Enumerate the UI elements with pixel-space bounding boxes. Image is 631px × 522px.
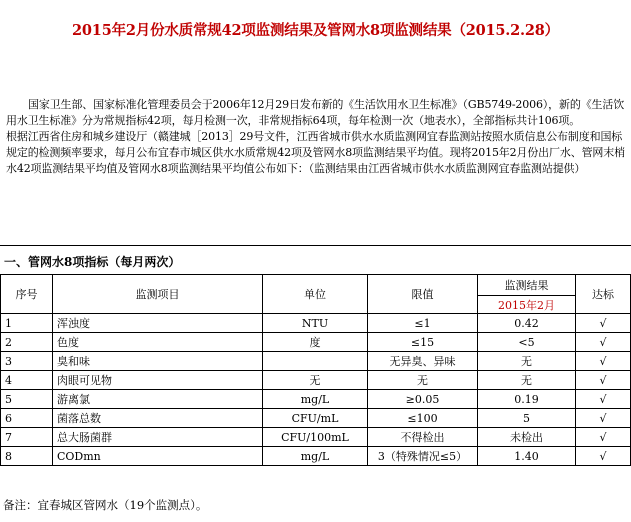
cell-unit: 无 [263,371,368,390]
cell-no: 4 [1,371,53,390]
cell-no: 7 [1,428,53,447]
cell-unit: CFU/mL [263,409,368,428]
cell-unit: NTU [263,314,368,333]
cell-unit: CFU/100mL [263,428,368,447]
table-row [1,390,631,409]
header-pass: 达标 [576,275,631,314]
cell-limit: ≤100 [368,409,478,428]
cell-limit: 无异臭、异味 [368,352,478,371]
cell-pass: √ [576,352,631,371]
cell-result: 无 [478,352,576,371]
header-item: 监测项目 [53,275,263,314]
cell-item: 臭和味 [53,352,263,371]
cell-limit: ≤15 [368,333,478,352]
cell-pass: √ [576,428,631,447]
cell-result: 5 [478,409,576,428]
cell-result: 1.40 [478,447,576,466]
cell-no: 2 [1,333,53,352]
cell-item: 浑浊度 [53,314,263,333]
intro-paragraph-2: 根据江西省住房和城乡建设厅（赣建城［2013］29号文件，江西省城市供水水质监测网宜春监测站按照水质信息公布制度和国标规定的检测频率要求，每月公布宜春市城区供水水质常规42项及管网水8项监测结果平均值。现将2015年2月份出厂水、管网末梢水42项监测结果平均值及管网水8项监测结果平均值公布如下：（监测结果由江西省城市供水水质监测网宜春监测站提供） [6,130,625,175]
cell-pass: √ [576,390,631,409]
cell-result: 无 [478,371,576,390]
cell-no: 5 [1,390,53,409]
cell-limit: ≥0.05 [368,390,478,409]
table-row [1,314,631,333]
cell-limit: 无 [368,371,478,390]
cell-pass: √ [576,314,631,333]
table-row [1,428,631,447]
cell-no: 1 [1,314,53,333]
table-row [1,352,631,371]
cell-no: 6 [1,409,53,428]
header-no: 序号 [1,275,53,314]
cell-result: 未检出 [478,428,576,447]
intro-paragraph-1: 国家卫生部、国家标准化管理委员会于2006年12月29日发布新的《生活饮用水卫生标准》（GB5749-2006），新的《生活饮用水卫生标准》分为常规指标42项，每月检测一次，非常规指标64项，每年检测一次（地表水），全部指标共计106项。 [6,98,625,127]
cell-item: 肉眼可见物 [53,371,263,390]
table-row [1,447,631,466]
divider [0,245,631,246]
header-unit: 单位 [263,275,368,314]
cell-pass: √ [576,333,631,352]
cell-limit: ≤1 [368,314,478,333]
cell-pass: √ [576,447,631,466]
cell-item: 总大肠菌群 [53,428,263,447]
table-row [1,333,631,352]
cell-no: 8 [1,447,53,466]
cell-item: CODmn [53,447,263,466]
cell-result: <5 [478,333,576,352]
table-row [1,409,631,428]
cell-result: 0.42 [478,314,576,333]
cell-unit: mg/L [263,390,368,409]
cell-item: 游离氯 [53,390,263,409]
table-row [1,371,631,390]
intro-text [6,97,626,177]
header-result-period: 2015年2月 [478,296,576,314]
cell-limit: 不得检出 [368,428,478,447]
cell-unit: mg/L [263,447,368,466]
cell-unit [263,352,368,371]
cell-item: 色度 [53,333,263,352]
cell-pass: √ [576,409,631,428]
table-header-row [1,275,631,296]
cell-unit: 度 [263,333,368,352]
header-result: 监测结果 [478,275,576,296]
page-title: 2015年2月份水质常规42项监测结果及管网水8项监测结果（2015.2.28） [72,22,559,39]
cell-pass: √ [576,371,631,390]
cell-no: 3 [1,352,53,371]
footnote: 备注：宜春城区管网水（19个监测点）。 [3,498,208,512]
section-title: 一、管网水8项指标（每月两次） [4,255,181,269]
cell-item: 菌落总数 [53,409,263,428]
cell-limit: 3（特殊情况≤5） [368,447,478,466]
cell-result: 0.19 [478,390,576,409]
monitoring-table [0,274,631,466]
header-limit: 限值 [368,275,478,314]
